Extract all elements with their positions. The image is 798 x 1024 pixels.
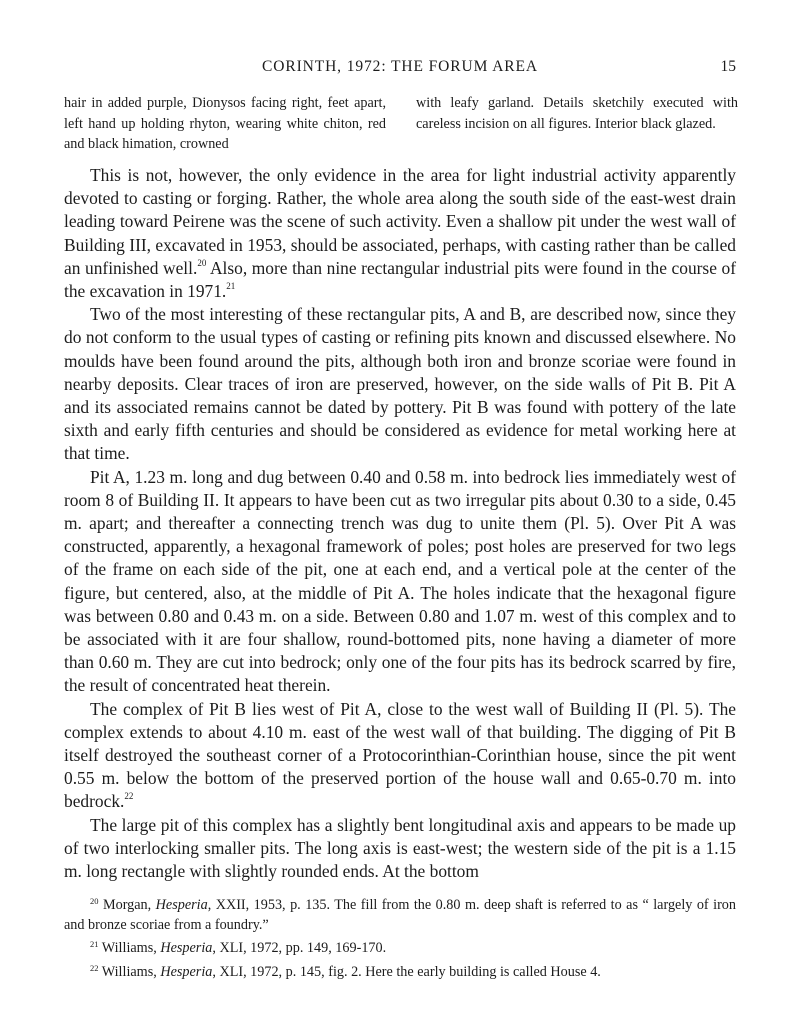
- footnote: [64, 892, 736, 935]
- body-text: [64, 164, 736, 883]
- catalogue-left-text: hair in added purple, Dionysos facing right, feet apart, left hand up holding rhyton, wearing white chiton, red and black himation, crowned: [64, 95, 386, 153]
- footnote-marker: 20: [90, 896, 99, 906]
- paragraph-4-text: The complex of Pit B lies west of Pit A, close to the west wall of Building II (Pl. 5). The complex extends to about 4.10 m. east of the west wall of that building. The digging of Pit B itself destroyed the southeast corner of a Protocorinthian-Corinthian house, since the pit went 0.55 m. below the bottom of the preserved portion of the house wall and 0.65-0.70 m. into bedrock.: [64, 698, 736, 812]
- catalogue-right-column: [416, 93, 738, 134]
- footnote: [64, 959, 736, 983]
- footnote-citation: , XLI, 1972, pp. 149, 169-170.: [212, 940, 387, 956]
- footnote-author: Williams,: [101, 940, 161, 956]
- paragraph-4: [64, 698, 736, 814]
- page-header: [64, 58, 736, 78]
- footnote-journal: Hesperia: [160, 940, 213, 956]
- footnote-journal: Hesperia: [155, 897, 208, 913]
- footnotes: [64, 892, 736, 982]
- paragraph-1-continuation: Also, more than nine rectangular industrial pits were found in the course of the excavation in 1971.: [64, 257, 736, 302]
- footnote-marker: 21: [90, 939, 99, 949]
- paragraph-5: The large pit of this complex has a slightly bent longitudinal axis and appears to be made up of two interlocking smaller pits. The long axis is east-west; the western side of the pit is a 1.15 m. long rectangle with slightly rounded ends. At the bottom: [64, 814, 736, 882]
- footnote-ref-22[interactable]: 22: [124, 791, 134, 802]
- footnote: [64, 935, 736, 959]
- paragraph-1: [64, 164, 736, 303]
- paragraph-1-text: This is not, however, the only evidence in the area for light industrial activity apparently devoted to casting or forging. Rather, the whole area along the south side of the east-west drain leading toward Peirene was the scene of such activity. Even a shallow pit under the west wall of Building III, excavated in 1953, should be associated, perhaps, with casting rather than be called an unfinished well.: [64, 165, 736, 278]
- running-title: CORINTH, 1972: THE FORUM AREA: [262, 58, 538, 75]
- footnote-ref-20[interactable]: 20: [197, 257, 207, 268]
- catalogue-right-text: with leafy garland. Details sketchily executed with careless incision on all figures. Interior black glazed.: [416, 95, 738, 132]
- footnote-marker: 22: [90, 962, 99, 973]
- catalogue-left-column: [64, 93, 386, 155]
- footnote-journal: Hesperia: [160, 963, 213, 980]
- footnote-citation: , XXII, 1953, p. 135. The fill from the 0.80 m. deep shaft is referred to as “ largely of iron and bronze scoriae from a foundry.”: [64, 897, 736, 933]
- footnote-citation: , XLI, 1972, p. 145, fig. 2. Here the early building is called House 4.: [212, 963, 601, 980]
- page-number: 15: [720, 58, 736, 75]
- footnote-author: Williams,: [101, 963, 161, 980]
- footnote-author: Morgan,: [102, 897, 156, 913]
- paragraph-3: Pit A, 1.23 m. long and dug between 0.40 and 0.58 m. into bedrock lies immediately west of room 8 of Building II. It appears to have been cut as two irregular pits about 0.30 to a side, 0.45 m. apart; and thereafter a connecting trench was dug to unite them (Pl. 5). Over Pit A was constructed, apparently, a hexagonal framework of poles; post holes are preserved for two legs of the frame on each side of the pit, one at each end, and a vertical pole at the center of the figure, but centered, also, at the middle of Pit A. The holes indicate that the hexagonal figure was between 0.80 and 0.43 m. on a side. Between 0.80 and 1.07 m. west of this complex and to be associated with it are four shallow, round-bottomed pits, none having a diameter of more than 0.60 m. They are cut into bedrock; only one of the four pits has its bedrock scarred by fire, the result of concentrated heat therein.: [64, 466, 736, 696]
- footnote-ref-21[interactable]: 21: [226, 281, 236, 292]
- paragraph-2: Two of the most interesting of these rectangular pits, A and B, are described now, since they do not conform to the usual types of casting or refining pits known and discussed elsewhere. No moulds have been found around the pits, although both iron and bronze scoriae were found in nearby deposits. Clear traces of iron are preserved, however, on the side walls of Pit B. Pit A and its associated remains cannot be dated by pottery. Pit B was found with pottery of the late sixth and early fifth centuries and should be considered as evidence for metal working here at that time.: [64, 304, 736, 464]
